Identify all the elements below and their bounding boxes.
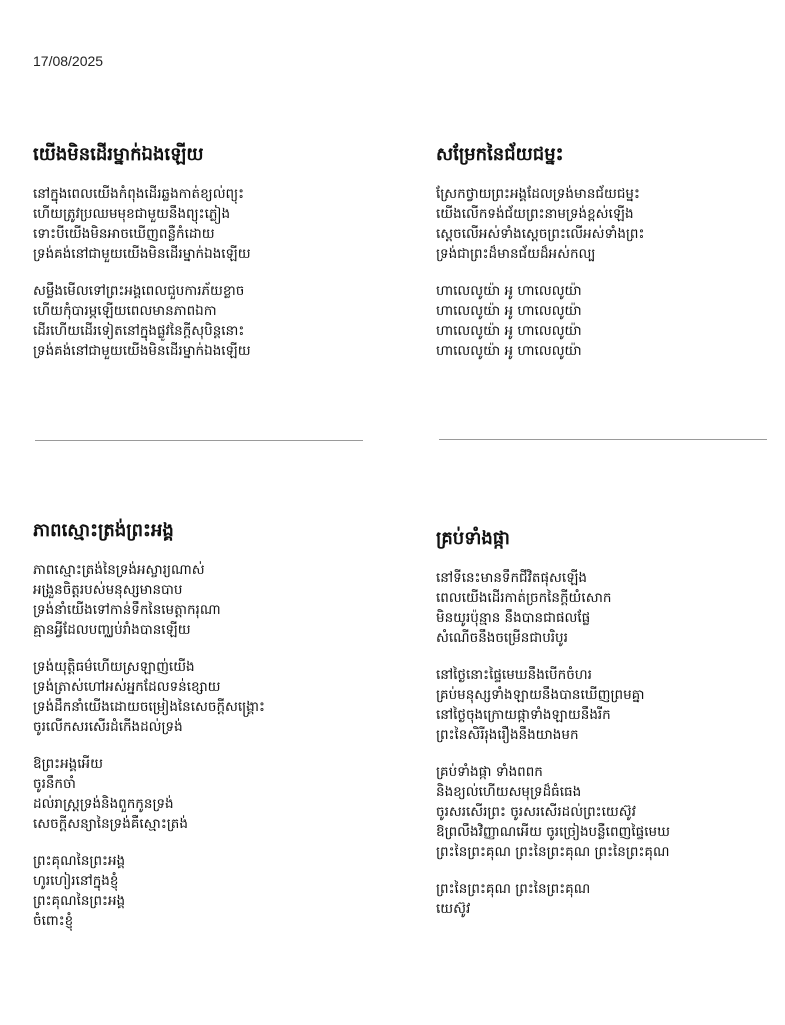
song-section: [33, 142, 378, 378]
lyric-line: អង្រួនចិត្តរបស់មនុស្សមានបាប: [33, 582, 183, 598]
lyric-line: ចូរលើកសរសើរដំកើងដល់ទ្រង់: [33, 719, 183, 735]
date-label: 17/08/2025: [33, 53, 104, 69]
lyric-stanza: [33, 851, 378, 931]
lyric-line: ព្រះនៃព្រះគុណ ព្រះនៃព្រះគុណ: [436, 881, 591, 897]
lyric-line: នៅថ្ងៃចុងក្រោយផ្កាទាំងឡាយនឹងរីក: [436, 707, 611, 723]
lyric-line: ឱព្រលឹងវិញ្ញាណអើយ ចូរច្រៀងបន្លឺពេញផ្ទៃមេឃ: [436, 824, 670, 840]
lyric-line: ហើយកុំបារម្ភឡើយពេលមានភាពឯកា: [33, 303, 217, 319]
lyric-line: នៅទីនេះមានទឹកជីវិតផុសឡើង: [436, 570, 587, 586]
lyric-line: ព្រះគុណនៃព្រះអង្គ: [33, 893, 126, 909]
lyric-line: និងខ្យល់ហើយសមុទ្រដ៏ធំធេង: [436, 784, 582, 800]
song-section: [436, 526, 781, 936]
lyric-stanza: [436, 879, 781, 919]
lyric-line: សម្លឹងមើលទៅព្រះអង្គពេលជួបការភ័យខ្លាច: [33, 283, 245, 299]
lyric-line: ឱព្រះអង្គអើយ: [33, 756, 103, 772]
lyric-line: ព្រះនៃសិរីរុងរឿងនឹងយាងមក: [436, 727, 579, 743]
song-title: គ្រប់ទាំងផ្កា: [436, 528, 510, 549]
song-lyrics: [436, 184, 781, 361]
lyric-line: ទោះបីយើងមិនអាចឃើញពន្លឺកំដោយ: [33, 226, 215, 242]
song-section: [436, 142, 781, 378]
lyric-line: ទ្រង់ដឹកនាំយើងដោយចម្រៀងនៃសេចក្តីសង្គ្រោះ: [33, 699, 265, 715]
song-lyrics: [33, 184, 378, 361]
lyric-line: គ្រប់មនុស្សទាំងឡាយនឹងបានឃើញព្រមគ្នា: [436, 687, 645, 703]
lyric-line: ចូរនឹកចាំ: [33, 776, 76, 792]
lyric-line: គ្រប់ទាំងផ្កា ទាំងពពក: [436, 764, 543, 780]
lyric-line: ហូរហៀរនៅក្នុងខ្ញុំ: [33, 873, 119, 889]
lyric-line: ហាលេលូយ៉ា អូ ហាលេលូយ៉ា: [436, 343, 582, 359]
section-divider: [35, 440, 363, 441]
lyric-line: ភាពស្មោះត្រង់នៃទ្រង់អស្ចារ្យណាស់: [33, 562, 205, 578]
lyric-line: ចំពោះខ្ញុំ: [33, 913, 74, 929]
song-lyrics: [436, 568, 781, 919]
lyric-line: ទ្រង់គង់នៅជាមួយយើងមិនដើរម្នាក់ឯងឡើយ: [33, 343, 251, 359]
lyric-stanza: [436, 665, 781, 745]
song-section: [33, 518, 378, 948]
lyric-line: ទ្រង់យុត្តិធម៌ហើយស្រឡាញ់យើង: [33, 659, 195, 675]
lyric-line: ស្តេចលើអស់ទាំងស្តេចព្រះលើអស់ទាំងព្រះ: [436, 226, 645, 242]
lyric-stanza: [436, 281, 781, 361]
lyric-line: ដើរហើយដើរទៀតនៅក្នុងផ្លូវនៃក្តីសុបិន្តនោះ: [33, 323, 245, 339]
song-title: ភាពស្មោះត្រង់ព្រះអង្គ: [33, 520, 174, 541]
lyric-stanza: [33, 184, 378, 264]
lyric-line: ព្រះនៃព្រះគុណ ព្រះនៃព្រះគុណ ព្រះនៃព្រះគុណ: [436, 844, 670, 860]
lyric-line: ពេលយើងដើរកាត់ច្រកនៃក្តីយំសោក: [436, 590, 612, 606]
lyric-line: ហាលេលូយ៉ា អូ ហាលេលូយ៉ា: [436, 283, 582, 299]
lyric-line: យេស៊ូវ: [436, 901, 471, 917]
lyric-line: ដល់រាស្ត្រទ្រង់និងពួកកូនទ្រង់: [33, 796, 174, 812]
lyric-line: សំណើចនឹងចម្រើនជាបរិបូរ: [436, 630, 568, 646]
lyric-line: ស្រែកថ្វាយព្រះអង្គដែលទ្រង់មានជ័យជម្នះ: [436, 186, 640, 202]
lyric-line: ចូរសរសើរព្រះ ចូរសរសើរដល់ព្រះយេស៊ូវ: [436, 804, 636, 820]
lyric-stanza: [33, 281, 378, 361]
lyric-line: ហាលេលូយ៉ា អូ ហាលេលូយ៉ា: [436, 303, 582, 319]
lyric-stanza: [436, 568, 781, 648]
lyric-line: នៅក្នុងពេលយើងកំពុងដើរឆ្លងកាត់ខ្យល់ព្យុះ: [33, 186, 245, 202]
lyric-line: គ្មានអ្វីដែលបញ្ឈប់រាំងបានឡើយ: [33, 622, 191, 638]
lyric-line: ទ្រង់គង់នៅជាមួយយើងមិនដើរម្នាក់ឯងឡើយ: [33, 246, 251, 262]
lyric-line: ទ្រង់ជាព្រះដ៏មានជ័យដ៏អស់កល្ប: [436, 246, 596, 262]
lyric-line: នៅថ្ងៃនោះផ្ទៃមេឃនឹងបើកចំហរ: [436, 667, 592, 683]
lyric-stanza: [436, 762, 781, 862]
lyric-line: សេចក្តីសន្យានៃទ្រង់គឺស្មោះត្រង់: [33, 816, 188, 832]
lyric-stanza: [436, 184, 781, 264]
lyric-stanza: [33, 560, 378, 640]
lyric-stanza: [33, 657, 378, 737]
song-title: យើងមិនដើរម្នាក់ឯងឡើយ: [33, 144, 204, 165]
song-title: សម្រែកនៃជ័យជម្នះ: [436, 144, 564, 165]
section-divider: [439, 439, 767, 440]
song-lyrics: [33, 560, 378, 931]
lyric-line: ទ្រង់ត្រាស់ហៅអស់អ្នកដែលទន់ខ្សោយ: [33, 679, 221, 695]
lyric-line: មិនយូរប៉ុន្មាន នឹងបានជាផលផ្លែ: [436, 610, 591, 626]
lyric-stanza: [33, 754, 378, 834]
lyric-line: ទ្រង់នាំយើងទៅកាន់ទឹកនៃមេត្តាករុណា: [33, 602, 221, 618]
lyric-line: ហើយត្រូវប្រឈមមុខជាមួយនឹងព្យុះភ្លៀង: [33, 206, 231, 222]
lyric-line: ព្រះគុណនៃព្រះអង្គ: [33, 853, 126, 869]
lyric-line: ហាលេលូយ៉ា អូ ហាលេលូយ៉ា: [436, 323, 582, 339]
lyric-line: យើងលើកទង់ជ័យព្រះនាមទ្រង់ខ្ពស់ឡើង: [436, 206, 634, 222]
